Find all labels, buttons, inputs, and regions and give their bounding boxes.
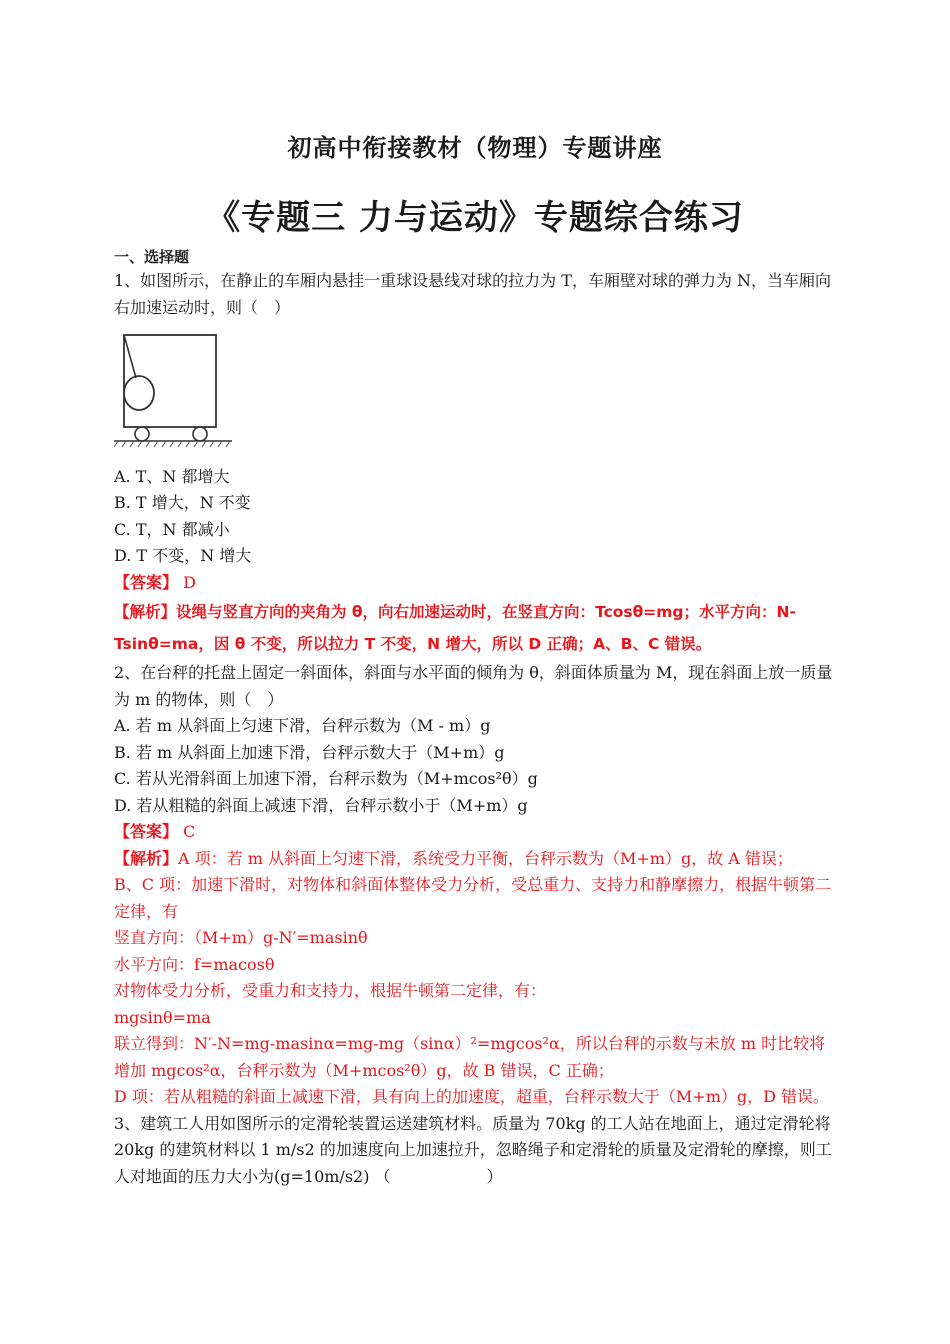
topic-title: 《专题三 力与运动》专题综合练习 [206,198,744,238]
q2-analysis-line-7: 联立得到：N′-N=mg-masinα=mg-mg（sinα）²=mgcos²α，所以台秤的示数与未放 m 时比较将增加 mgcos²α，台秤示数为（M+mcos²θ）g，故 B 错误，C 正确； [114,1034,826,1080]
q2-option-b: B. 若 m 从斜面上加速下滑，台秤示数大于（M+m）g [114,742,505,762]
q1-answer [114,570,840,597]
q2-answer-tag: 【答案】 [114,822,179,841]
section-heading: 一、选择题 [114,248,190,266]
q1-option-d: D. T 不变，N 增大 [114,546,252,565]
q2-analysis-line-4: 水平方向：f=macosθ [114,954,275,974]
course-title: 初高中衔接教材（物理）专题讲座 [287,133,663,162]
q1-analysis-text: 设绳与竖直方向的夹角为 θ，向右加速运动时，在竖直方向：Tcosθ=mg；水平方向：N-Tsinθ=ma，因 θ 不变，所以拉力 T 不变，N 增大，所以 D 正确；A、B、C 错误。 [114,603,796,653]
q1-option-a: A. T、N 都增大 [114,466,230,486]
q2-analysis-line-8: D 项：若从粗糙的斜面上减速下滑，具有向上的加速度，超重，台秤示数大于（M+m）g，D 错误。 [114,1087,830,1106]
q3-stem: 3、建筑工人用如图所示的定滑轮装置运送建筑材料。质量为 70kg 的工人站在地面上，通过定滑轮将 20kg 的建筑材料以 1 m/s2 的加速度向上加速拉升，忽略绳子和定滑轮的质量及定滑轮的摩擦，则工人对地面的压力大小为(g=10m/s2) （ ） [114,1113,832,1186]
q2-analysis-line-1 [114,846,840,873]
q2-analysis-line-5: 对物体受力分析，受重力和支持力，根据牛顿第二定律，有： [114,981,547,1000]
q1-option-b: B. T 增大，N 不变 [114,493,251,512]
q2-answer-value: C [178,822,196,841]
q2-analysis-line-2: B、C 项：加速下滑时，对物体和斜面体整体受力分析，受总重力、支持力和静摩擦力，根据牛顿第二定律，有 [114,875,832,921]
q2-stem: 2、在台秤的托盘上固定一斜面体，斜面与水平面的倾角为 θ，斜面体质量为 M，现在斜面上放一质量为 m 的物体，则（ ） [114,663,833,709]
q2-analysis-line-6: mgsinθ=ma [114,1007,211,1027]
q2-analysis-tag: 【解析】 [114,848,179,868]
q2-answer [114,819,840,846]
q1-stem: 1、如图所示，在静止的车厢内悬挂一重球设悬线对球的拉力为 T，车厢壁对球的弹力为 N，当车厢向右加速运动时，则（ ） [114,271,832,317]
q2-option-d: D. 若从粗糙的斜面上减速下滑，台秤示数小于（M+m）g [114,795,528,815]
q1-analysis [114,596,840,660]
q1-answer-tag: 【答案】 [114,572,179,592]
q1-analysis-tag: 【解析】 [114,603,177,621]
q2-analysis-text-1: A 项：若 m 从斜面上匀速下滑，系统受力平衡，台秤示数为（M+m）g，故 A 错误； [178,848,793,868]
q2-analysis-line-3: 竖直方向：（M+m）g-N′=masinθ [114,928,368,947]
q1-option-c: C. T，N 都减小 [114,519,230,539]
document-body [114,246,840,1190]
carriage-figure [114,333,236,451]
q1-answer-value: D [178,572,196,592]
q2-option-a: A. 若 m 从斜面上匀速下滑，台秤示数为（M - m）g [114,716,491,735]
q2-option-c: C. 若从光滑斜面上加速下滑，台秤示数为（M+mcos²θ）g [114,769,538,788]
